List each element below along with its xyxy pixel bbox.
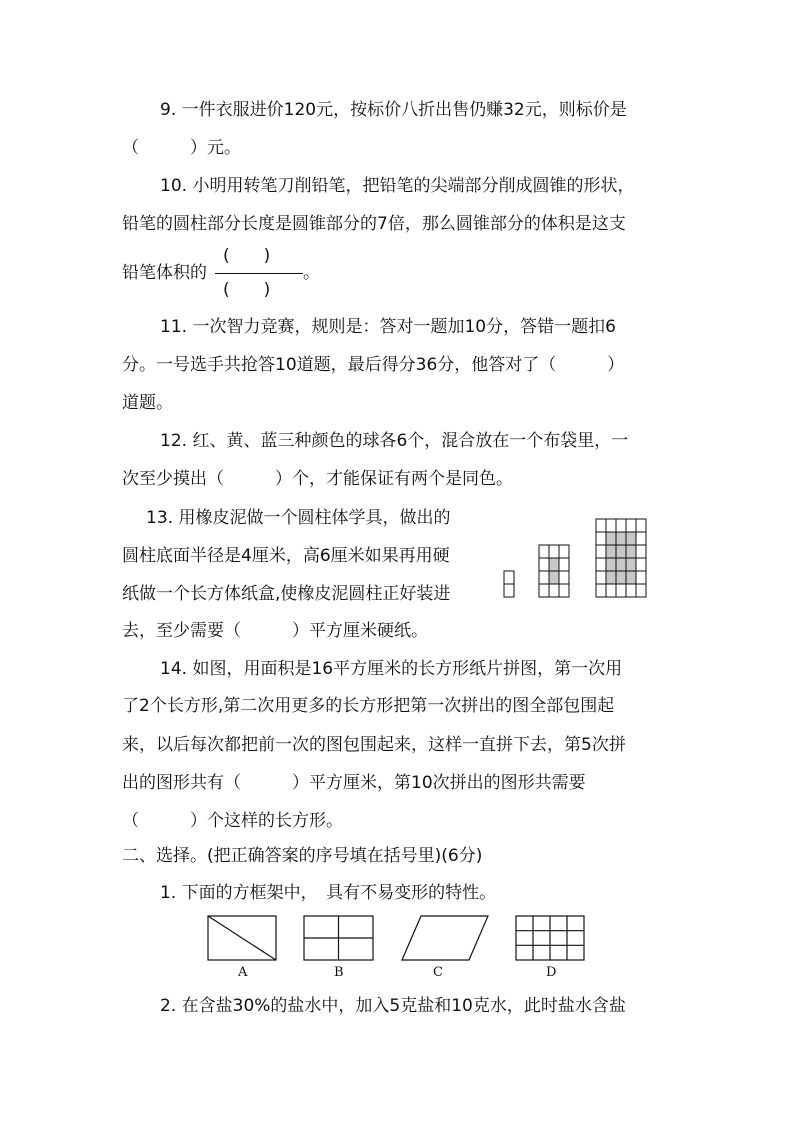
q10-period: 。 [303, 263, 320, 283]
fraction-numerator: ( ) [223, 246, 271, 266]
choice-a-label[interactable]: A [238, 965, 248, 980]
q10-line3: 铅笔体积的 [122, 263, 207, 283]
rectangle-tiling-figure [500, 514, 660, 604]
choice-c-figure [402, 916, 488, 960]
choice-d-label[interactable]: D [546, 965, 557, 980]
choice-c-label[interactable]: C [433, 965, 443, 980]
q11-line2: 分。一号选手共抢答10道题，最后得分36分，他答对了（ ） [122, 355, 625, 375]
s2q1-text: 1. 下面的方框架中， 具有不易变形的特性。 [160, 883, 497, 903]
tiling-stage-2 [539, 545, 569, 597]
tiling-stage-1 [504, 571, 514, 597]
q10-line1: 10. 小明用转笔刀削铅笔，把铅笔的尖端部分削成圆锥的形状， [160, 176, 635, 196]
answer-fraction-blank[interactable] [215, 246, 305, 302]
choice-figures [205, 913, 590, 963]
q14-line2: 了2个长方形,第二次用更多的长方形把第一次拼出的图全部包围起 [122, 696, 615, 716]
q9-line2: （ ）元。 [122, 138, 241, 158]
q11-line3: 道题。 [122, 393, 173, 413]
s2q2-line1: 2. 在含盐30%的盐水中，加入5克盐和10克水，此时盐水含盐 [160, 996, 626, 1016]
q14-line4: 出的图形共有（ ）平方厘米，第10次拼出的图形共需要 [122, 773, 586, 793]
choice-a-figure [208, 916, 276, 960]
q13-line3: 纸做一个长方体纸盒,使橡皮泥圆柱正好装进 [122, 584, 451, 604]
q14-line1: 14. 如图，用面积是16平方厘米的长方形纸片拼图，第一次用 [160, 659, 623, 679]
q11-line1: 11. 一次智力竞赛，规则是：答对一题加10分，答错一题扣6 [160, 317, 616, 337]
choice-d-figure [516, 916, 584, 960]
choice-b-figure [304, 916, 373, 960]
section2-heading: 二、选择。(把正确答案的序号填在括号里)(6分) [122, 846, 483, 866]
fraction-bar [215, 273, 303, 274]
q14-line5: （ ）个这样的长方形。 [122, 811, 343, 831]
choice-b-label[interactable]: B [334, 965, 344, 980]
tiling-stage-3 [596, 519, 646, 597]
q13-line2: 圆柱底面半径是4厘米，高6厘米如果再用硬 [122, 546, 450, 566]
q9-line1: 9. 一件衣服进价120元，按标价八折出售仍赚32元，则标价是 [160, 100, 627, 120]
q12-line1: 12. 红、黄、蓝三种颜色的球各6个，混合放在一个布袋里，一 [160, 431, 629, 451]
q10-line2: 铅笔的圆柱部分长度是圆锥部分的7倍，那么圆锥部分的体积是这支 [122, 214, 626, 234]
q13-line1: 13. 用橡皮泥做一个圆柱体学具，做出的 [146, 508, 451, 528]
q12-line2: 次至少摸出（ ）个，才能保证有两个是同色。 [122, 469, 513, 489]
q14-line3: 来，以后每次都把前一次的图包围起来，这样一直拼下去，第5次拼 [122, 735, 626, 755]
fraction-denominator: ( ) [223, 280, 271, 300]
q13-line4: 去，至少需要（ ）平方厘米硬纸。 [122, 621, 428, 641]
